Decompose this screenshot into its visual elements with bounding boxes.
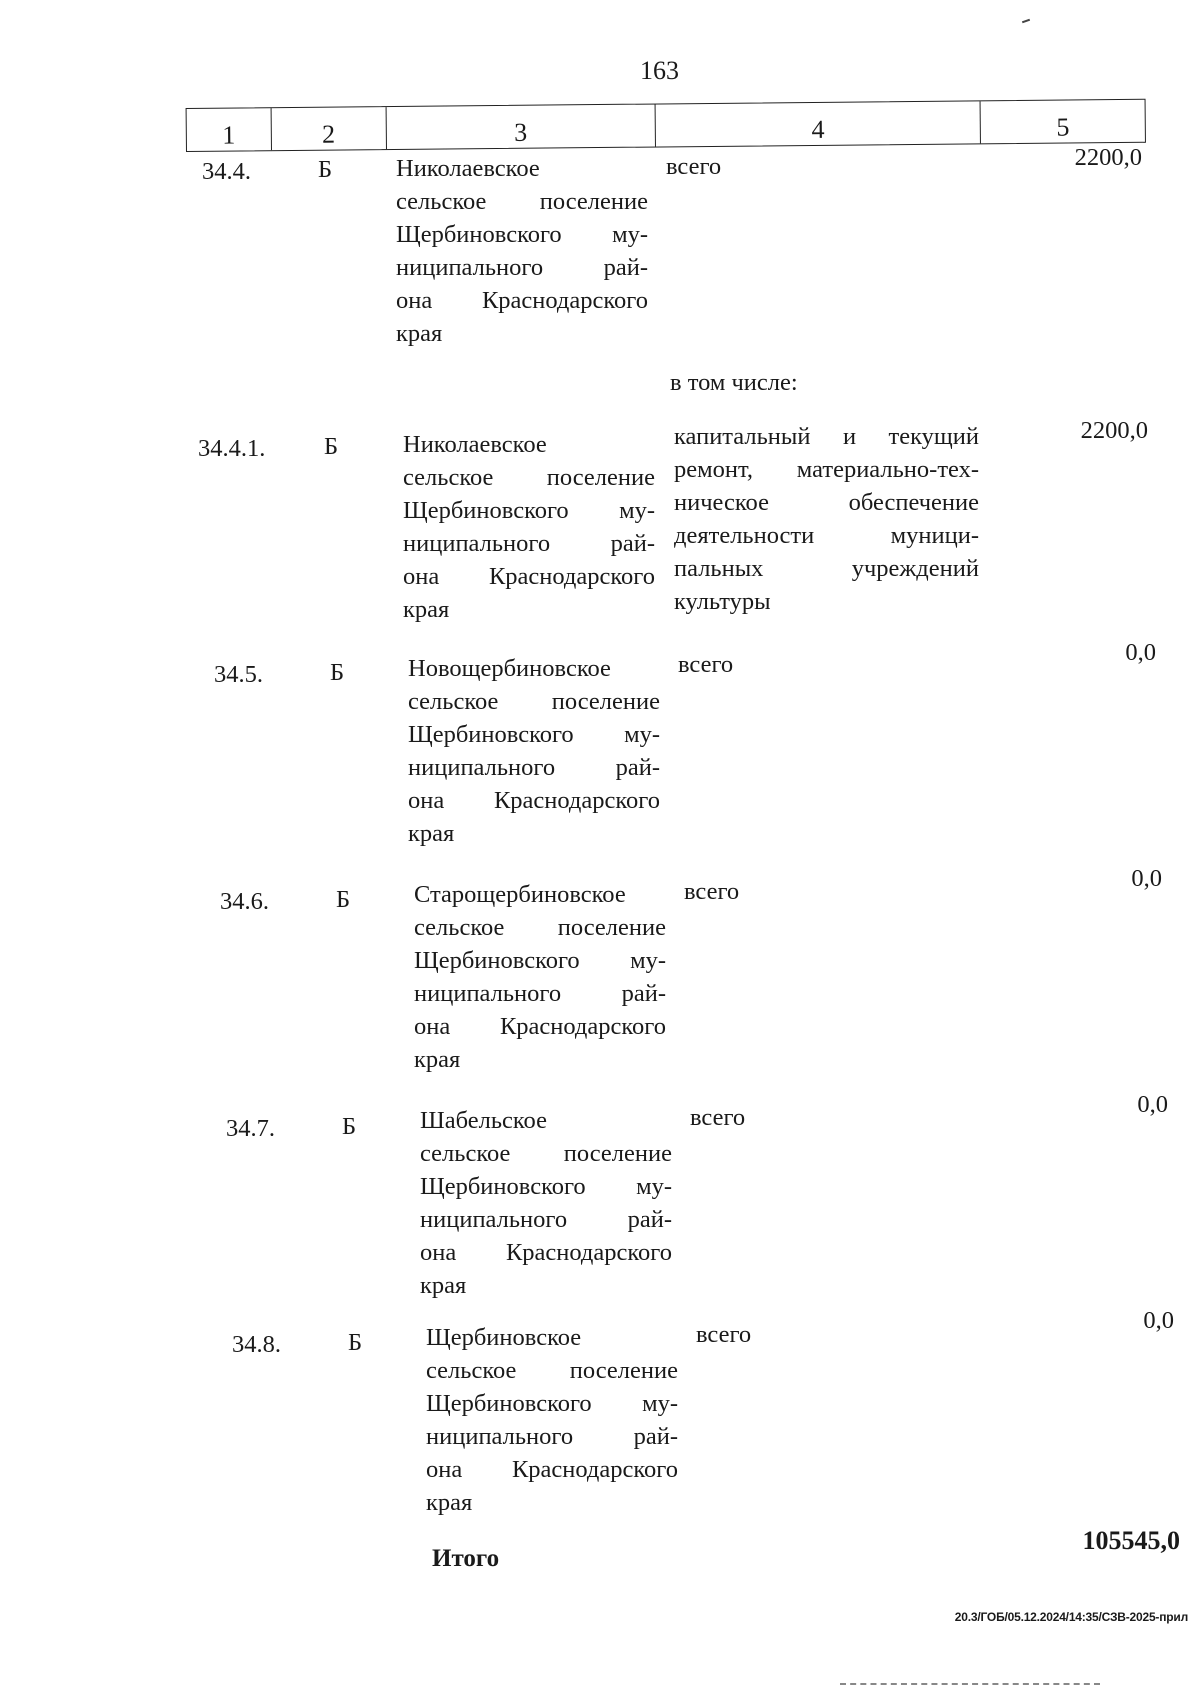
name-line: она Краснодарского [403,563,655,590]
name-line: Щербиновского му- [396,221,648,248]
row-description [696,1318,1001,1351]
row-number: 34.4. [202,158,251,185]
total-label: Итого [432,1545,500,1572]
name-line: Щербиновского му- [426,1390,678,1417]
name-line: края [396,320,443,347]
row-amount: 0,0 [1143,1307,1174,1334]
name-line: сельское поселение [408,688,660,715]
row-amount: 0,0 [1125,639,1156,666]
row-amount: 0,0 [1131,865,1162,892]
header-col-4: 4 [656,101,982,146]
total-amount: 105545,0 [1082,1526,1180,1555]
name-line: Николаевское [396,155,540,182]
row-number: 34.7. [226,1115,275,1142]
name-line: края [426,1489,473,1516]
name-line: сельское поселение [426,1357,678,1384]
name-line: она Краснодарского [408,787,660,814]
row-number: 34.5. [214,661,263,688]
row-code: Б [324,433,339,460]
name-line: сельское поселение [403,464,655,491]
row-code: Б [342,1113,357,1140]
row-description [674,420,979,618]
description-line: всего [678,651,734,678]
row-description [670,366,975,399]
name-line: ниципального рай- [420,1206,672,1233]
name-line: ниципального рай- [426,1423,678,1450]
description-line: деятельности муници- [674,522,979,549]
description-line: в том числе: [670,369,798,396]
name-line: ниципального рай- [414,980,666,1007]
header-col-3: 3 [386,104,656,149]
row-amount: 2200,0 [1080,417,1148,444]
row-name [408,652,660,850]
description-line: всего [696,1321,752,1348]
name-line: Щербиновского му- [403,497,655,524]
description-line: всего [690,1104,746,1131]
name-line: Щербиновского му- [408,721,660,748]
row-code: Б [330,659,345,686]
row-description [666,150,971,183]
description-line: капитальный и текущий [674,423,979,450]
row-name [403,428,655,626]
name-line: она Краснодарского [414,1013,666,1040]
name-line: Шабельское [420,1107,547,1134]
row-amount: 0,0 [1137,1091,1168,1118]
name-line: Щербиновское [426,1324,582,1351]
page-number: 163 [640,56,679,85]
name-line: Николаевское [403,431,547,458]
row-name [426,1321,678,1519]
row-amount: 2200,0 [1074,144,1142,171]
row-name [396,152,648,350]
row-code: Б [348,1329,363,1356]
name-line: края [408,820,455,847]
row-name [420,1104,672,1302]
description-line: ремонт, материально-тех- [674,456,979,483]
name-line: она Краснодарского [396,287,648,314]
row-code: Б [336,886,351,913]
name-line: Старощербиновское [414,881,626,908]
name-line: Новощербиновское [408,655,611,682]
name-line: края [403,596,450,623]
row-description [684,875,989,908]
description-line: пальных учреждений [674,555,979,582]
description-line: культуры [674,588,771,615]
name-line: она Краснодарского [426,1456,678,1483]
row-description [678,648,983,681]
name-line: края [414,1046,461,1073]
name-line: она Краснодарского [420,1239,672,1266]
row-number: 34.8. [232,1331,281,1358]
name-line: сельское поселение [414,914,666,941]
name-line: ниципального рай- [403,530,655,557]
scan-mark [840,1683,1100,1688]
header-col-2: 2 [271,107,386,150]
row-code: Б [318,156,333,183]
description-line: ническое обеспечение [674,489,979,516]
footer-stamp: 20.3/ГОБ/05.12.2024/14:35/СЗВ-2025-прил [954,1610,1188,1624]
header-col-1: 1 [187,108,272,151]
name-line: ниципального рай- [408,754,660,781]
name-line: сельское поселение [396,188,648,215]
name-line: сельское поселение [420,1140,672,1167]
scan-mark [1022,19,1030,24]
description-line: всего [684,878,740,905]
header-col-5: 5 [1056,112,1070,142]
description-line: всего [666,153,722,180]
row-description [690,1101,995,1134]
row-number: 34.4.1. [198,435,266,462]
row-number: 34.6. [220,888,269,915]
name-line: Щербиновского му- [414,947,666,974]
name-line: ниципального рай- [396,254,648,281]
name-line: края [420,1272,467,1299]
row-name [414,878,666,1076]
name-line: Щербиновского му- [420,1173,672,1200]
